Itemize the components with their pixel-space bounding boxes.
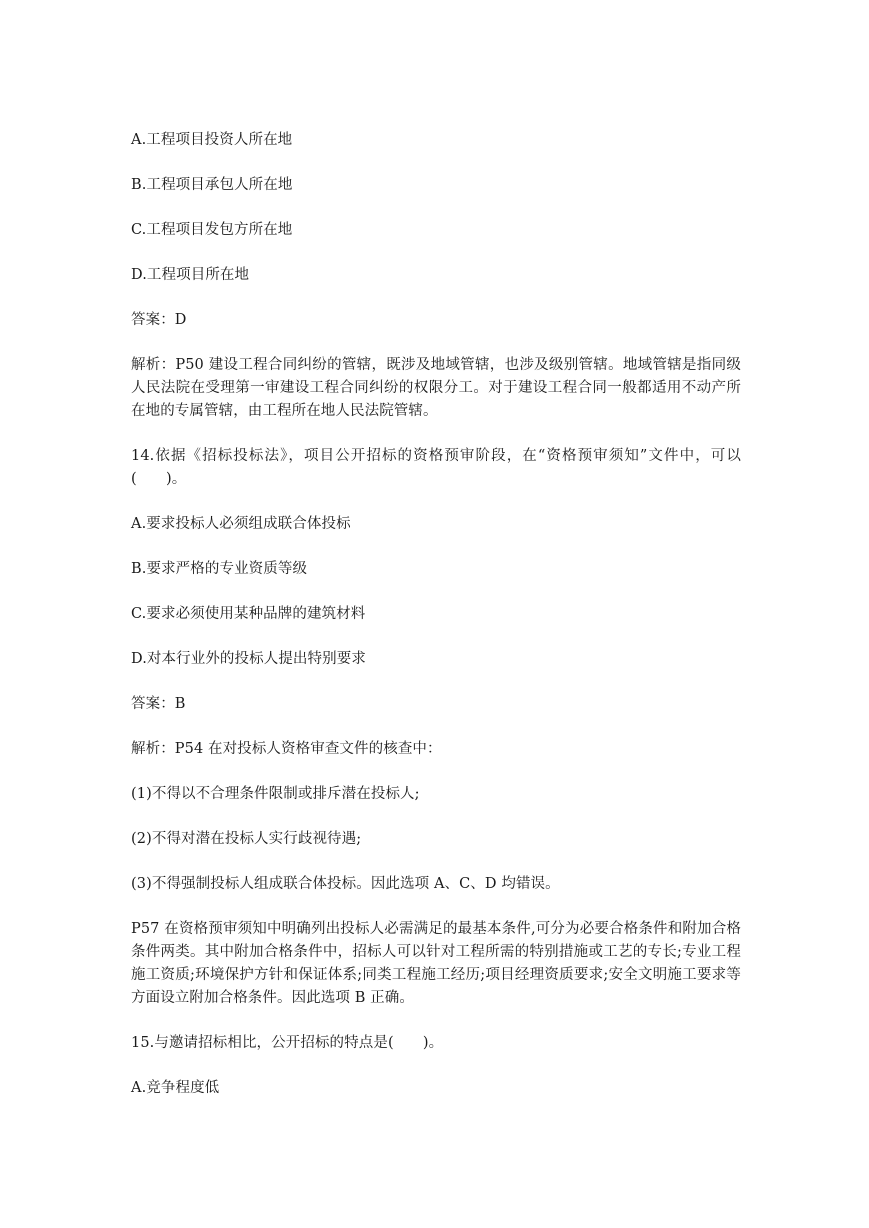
- q14-option-d-paragraph: D.对本行业外的投标人提出特别要求: [131, 651, 366, 667]
- question-15-paragraph: 15.与邀请招标相比，公开招标的特点是( )。: [131, 1035, 444, 1051]
- q14-option-b-paragraph: B.要求严格的专业资质等级: [131, 561, 308, 577]
- q15-option-a-paragraph: A.竞争程度低: [131, 1080, 220, 1096]
- answer-paragraph: 答案：D: [131, 312, 187, 328]
- q14-option-a-paragraph: A.要求投标人必须组成联合体投标: [131, 516, 351, 532]
- q14-point-1-paragraph: (1)不得以不合理条件限制或排斥潜在投标人;: [131, 786, 420, 802]
- q14-point-2-paragraph: (2)不得对潜在投标人实行歧视待遇;: [131, 831, 362, 847]
- q14-answer-paragraph: 答案：B: [131, 696, 186, 712]
- q14-point-3-paragraph: (3)不得强制投标人组成联合体投标。因此选项 A、C、D 均错误。: [131, 876, 560, 892]
- q14-explanation-paragraph: 解析：P54 在对投标人资格审查文件的核查中：: [131, 741, 442, 757]
- option-b-paragraph: B.工程项目承包人所在地: [131, 177, 293, 193]
- explanation-paragraph: 解析：P50 建设工程合同纠纷的管辖，既涉及地域管辖，也涉及级别管辖。地域管辖是指同级人民法院在受理第一审建设工程合同纠纷的权限分工。对于建设工程合同一般都适用不动产所在地的专属管辖，由工程所在地人民法院管辖。: [131, 357, 741, 419]
- document-page: [131, 129, 741, 1122]
- option-c-paragraph: C.工程项目发包方所在地: [131, 222, 293, 238]
- question-14-paragraph: 14.依据《招标投标法》，项目公开招标的资格预审阶段，在“资格预审须知”文件中，可以( )。: [131, 448, 741, 487]
- option-d-paragraph: D.工程项目所在地: [131, 267, 250, 283]
- q14-p57-paragraph: P57 在资格预审须知中明确列出投标人必需满足的最基本条件,可分为必要合格条件和附加合格条件两类。其中附加合格条件中，招标人可以针对工程所需的特别措施或工艺的专长;专业工程施工资质;环境保护方针和保证体系;同类工程施工经历;项目经理资质要求;安全文明施工要求等方面设立附加合格条件。因此选项 B 正确。: [131, 921, 741, 1006]
- q14-option-c-paragraph: C.要求必须使用某种品牌的建筑材料: [131, 606, 366, 622]
- option-a-paragraph: A.工程项目投资人所在地: [131, 132, 293, 148]
